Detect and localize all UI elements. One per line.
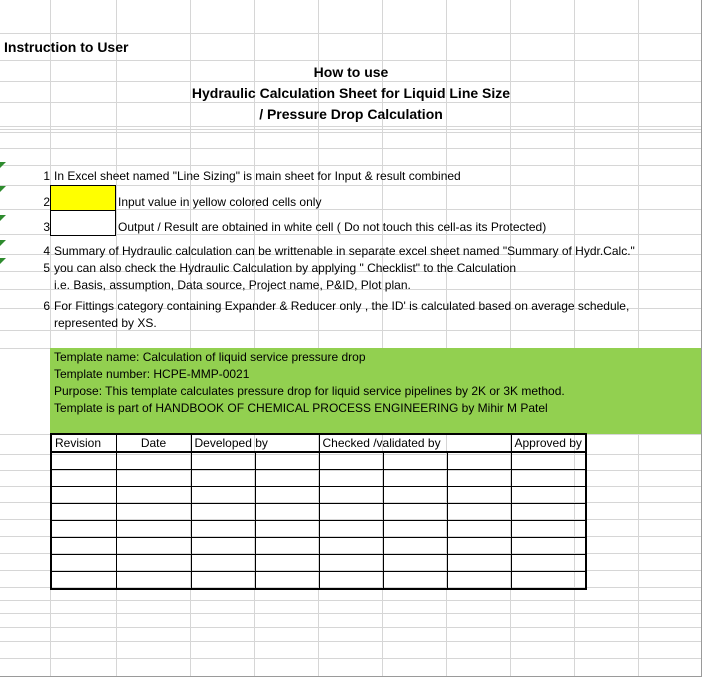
revision-cell[interactable] xyxy=(319,452,383,470)
revision-row xyxy=(51,452,586,470)
column-header-developed-by: Developed by xyxy=(191,434,319,452)
revision-cell[interactable] xyxy=(511,538,586,555)
revision-cell[interactable] xyxy=(319,504,383,521)
item-text: Input value in yellow colored cells only xyxy=(118,195,322,209)
column-header-revision: Revision xyxy=(51,434,116,452)
gridline-horizontal xyxy=(0,81,702,82)
revision-cell[interactable] xyxy=(447,555,511,572)
item-number: 3 xyxy=(43,220,50,234)
revision-cell[interactable] xyxy=(383,470,447,487)
gridline-horizontal xyxy=(0,102,702,103)
revision-cell[interactable] xyxy=(255,538,319,555)
revision-cell[interactable] xyxy=(447,521,511,538)
revision-row xyxy=(51,538,586,555)
revision-cell[interactable] xyxy=(116,538,191,555)
revision-cell[interactable] xyxy=(51,504,116,521)
revision-cell[interactable] xyxy=(319,572,383,590)
revision-cell[interactable] xyxy=(191,470,255,487)
gridline-horizontal xyxy=(0,641,702,642)
revision-table xyxy=(50,433,587,590)
revision-row xyxy=(51,572,586,590)
revision-cell[interactable] xyxy=(511,504,586,521)
revision-cell[interactable] xyxy=(191,555,255,572)
revision-cell[interactable] xyxy=(51,555,116,572)
revision-cell[interactable] xyxy=(383,572,447,590)
revision-cell[interactable] xyxy=(255,470,319,487)
revision-cell[interactable] xyxy=(191,572,255,590)
revision-cell[interactable] xyxy=(447,470,511,487)
revision-cell[interactable] xyxy=(447,538,511,555)
revision-table-body xyxy=(51,434,586,589)
revision-cell[interactable] xyxy=(116,504,191,521)
revision-cell[interactable] xyxy=(51,487,116,504)
revision-cell[interactable] xyxy=(116,572,191,590)
gridline-horizontal xyxy=(0,600,702,601)
revision-cell[interactable] xyxy=(191,538,255,555)
heading-line-2: Hydraulic Calculation Sheet for Liquid Line Size xyxy=(191,85,511,101)
revision-cell[interactable] xyxy=(116,555,191,572)
revision-cell[interactable] xyxy=(511,521,586,538)
template-name: Template name: Calculation of liquid service pressure drop xyxy=(54,350,366,364)
revision-cell[interactable] xyxy=(511,572,586,590)
revision-cell[interactable] xyxy=(383,521,447,538)
revision-cell[interactable] xyxy=(383,555,447,572)
revision-cell[interactable] xyxy=(511,555,586,572)
comment-indicator[interactable] xyxy=(0,240,6,246)
comment-indicator[interactable] xyxy=(0,186,6,192)
column-header-approved-by: Approved by xyxy=(511,434,586,452)
output-cell-white[interactable] xyxy=(50,210,116,236)
revision-cell[interactable] xyxy=(511,470,586,487)
revision-cell[interactable] xyxy=(319,487,383,504)
gridline-horizontal xyxy=(0,126,702,127)
heading-line-1: How to use xyxy=(313,64,389,80)
gridline-horizontal xyxy=(0,627,702,628)
revision-row xyxy=(51,504,586,521)
template-purpose: Purpose: This template calculates pressure drop for liquid service pipelines by 2K or 3K method. xyxy=(54,384,565,398)
revision-cell[interactable] xyxy=(191,452,255,470)
revision-cell[interactable] xyxy=(511,487,586,504)
item-text: Output / Result are obtained in white cell ( Do not touch this cell-as its Protected) xyxy=(118,220,547,234)
revision-cell[interactable] xyxy=(255,572,319,590)
revision-cell[interactable] xyxy=(51,572,116,590)
item-number: 1 xyxy=(43,169,50,183)
revision-cell[interactable] xyxy=(51,521,116,538)
item-number: 5 xyxy=(43,261,50,275)
revision-cell[interactable] xyxy=(319,538,383,555)
revision-cell[interactable] xyxy=(511,452,586,470)
template-number: Template number: HCPE-MMP-0021 xyxy=(54,367,250,381)
column-header-checked-by: Checked /validated by xyxy=(319,434,511,452)
revision-cell[interactable] xyxy=(191,504,255,521)
revision-cell[interactable] xyxy=(383,452,447,470)
revision-cell[interactable] xyxy=(255,521,319,538)
revision-cell[interactable] xyxy=(447,487,511,504)
revision-table-header xyxy=(51,434,586,452)
revision-cell[interactable] xyxy=(116,452,191,470)
revision-cell[interactable] xyxy=(447,504,511,521)
revision-row xyxy=(51,555,586,572)
gridline-horizontal xyxy=(0,33,702,34)
template-part-of: Template is part of HANDBOOK OF CHEMICAL PROCESS ENGINEERING by Mihir M Patel xyxy=(54,401,548,415)
input-cell-yellow[interactable] xyxy=(50,185,116,211)
gridline-horizontal xyxy=(0,613,702,614)
item-text-continued: represented by XS. xyxy=(54,316,157,330)
revision-cell[interactable] xyxy=(51,452,116,470)
revision-cell[interactable] xyxy=(255,487,319,504)
item-number: 6 xyxy=(43,299,50,313)
revision-cell[interactable] xyxy=(116,470,191,487)
gridline-horizontal xyxy=(0,165,702,166)
revision-cell[interactable] xyxy=(255,452,319,470)
gridline-vertical xyxy=(638,0,639,677)
revision-cell[interactable] xyxy=(116,487,191,504)
revision-cell[interactable] xyxy=(319,521,383,538)
revision-cell[interactable] xyxy=(447,572,511,590)
gridline-horizontal xyxy=(0,658,702,659)
revision-cell[interactable] xyxy=(383,504,447,521)
revision-cell[interactable] xyxy=(191,521,255,538)
revision-cell[interactable] xyxy=(383,487,447,504)
comment-indicator[interactable] xyxy=(0,258,6,264)
revision-row xyxy=(51,470,586,487)
gridline-horizontal xyxy=(0,132,702,133)
revision-row xyxy=(51,521,586,538)
revision-cell[interactable] xyxy=(319,555,383,572)
item-text: In Excel sheet named "Line Sizing" is main sheet for Input & result combined xyxy=(54,169,461,183)
revision-cell[interactable] xyxy=(255,555,319,572)
revision-cell[interactable] xyxy=(51,538,116,555)
gridline-horizontal xyxy=(0,129,702,130)
item-number: 2 xyxy=(43,195,50,209)
revision-row xyxy=(51,487,586,504)
column-header-date: Date xyxy=(116,434,191,452)
heading-line-3: / Pressure Drop Calculation xyxy=(259,106,443,122)
item-text: you can also check the Hydraulic Calculation by applying " Checklist" to the Calculation xyxy=(54,261,517,275)
revision-cell[interactable] xyxy=(255,504,319,521)
comment-indicator[interactable] xyxy=(0,162,6,168)
revision-cell[interactable] xyxy=(51,470,116,487)
item-text: For Fittings category containing Expander & Reducer only , the ID' is calculated based on average schedule, xyxy=(54,299,630,313)
revision-cell[interactable] xyxy=(383,538,447,555)
revision-cell[interactable] xyxy=(191,487,255,504)
item-text: Summary of Hydraulic calculation can be writtenable in separate excel sheet named "Summary of Hydr.Calc." xyxy=(54,244,635,258)
comment-indicator[interactable] xyxy=(0,215,6,221)
revision-cell[interactable] xyxy=(447,452,511,470)
gridline-horizontal xyxy=(0,148,702,149)
revision-cell[interactable] xyxy=(319,470,383,487)
item-number: 4 xyxy=(43,244,50,258)
template-info-band xyxy=(50,348,702,434)
gridline-horizontal xyxy=(0,60,702,61)
revision-cell[interactable] xyxy=(116,521,191,538)
instruction-title: Instruction to User xyxy=(4,39,129,55)
item-text-continued: i.e. Basis, assumption, Data source, Project name, P&ID, Plot plan. xyxy=(54,278,411,292)
